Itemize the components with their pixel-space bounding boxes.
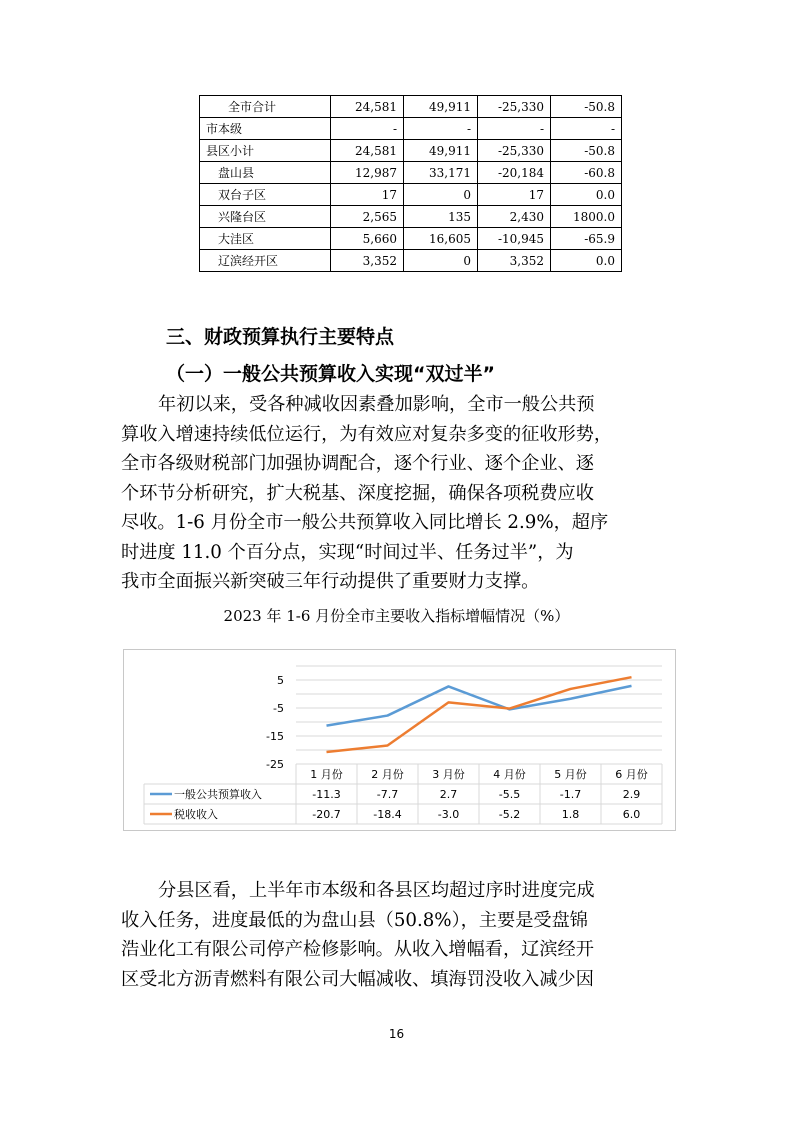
paragraph-1-line: 年初以来，受各种减收因素叠加影响，全市一般公共预 — [158, 394, 595, 415]
data-table-value: 2.7 — [439, 788, 458, 801]
value-cell: -60.8 — [551, 162, 622, 184]
data-table-value: -3.0 — [437, 808, 460, 821]
paragraph-1-line: 时进度 11.0 个百分点，实现“时间过半、任务过半”，为 — [121, 541, 574, 563]
value-cell: 3,352 — [331, 250, 404, 272]
x-category-label: 2 月份 — [371, 768, 404, 781]
value-cell: 135 — [404, 206, 478, 228]
region-name-cell: 盘山县 — [200, 162, 331, 184]
revenue-table — [199, 95, 622, 272]
y-tick-label: -5 — [273, 702, 284, 715]
value-cell: 2,565 — [331, 206, 404, 228]
line-chart — [123, 649, 676, 831]
value-cell: 49,911 — [404, 96, 478, 118]
paragraph-2-line: 区受北方沥青燃料有限公司大幅减收、填海罚没收入减少因 — [121, 968, 594, 990]
table-row — [200, 162, 622, 184]
value-cell: 12,987 — [331, 162, 404, 184]
paragraph-2 — [121, 876, 671, 994]
x-category-label: 3 月份 — [432, 768, 465, 781]
paragraph-1-line: 全市各级财税部门加强协调配合，逐个行业、逐个企业、逐 — [121, 453, 594, 474]
paragraph-1-line: 个环节分析研究，扩大税基、深度挖掘，确保各项税费应收 — [121, 482, 594, 504]
paragraph-1 — [121, 390, 671, 597]
table-row — [200, 96, 622, 118]
value-cell: -65.9 — [551, 228, 622, 250]
paragraph-1-line: 尽收。1-6 月份全市一般公共预算收入同比增长 2.9%，超序 — [121, 512, 609, 533]
region-name-cell: 双台子区 — [200, 184, 331, 206]
value-cell: -10,945 — [478, 228, 551, 250]
value-cell: -20,184 — [478, 162, 551, 184]
region-name-cell: 县区小计 — [200, 140, 331, 162]
chart-title: 2023 年 1-6 月份全市主要收入指标增幅情况（%） — [223, 607, 570, 625]
value-cell: 5,660 — [331, 228, 404, 250]
value-cell: -50.8 — [551, 140, 622, 162]
value-cell: 16,605 — [404, 228, 478, 250]
data-table-value: 1.8 — [561, 808, 580, 821]
value-cell: 0.0 — [551, 250, 622, 272]
value-cell: 24,581 — [331, 140, 404, 162]
x-category-label: 6 月份 — [615, 768, 648, 781]
y-tick-label: -15 — [266, 730, 284, 743]
region-name-cell: 市本级 — [200, 118, 331, 140]
value-cell: - — [404, 118, 478, 140]
value-cell: - — [331, 118, 404, 140]
value-cell: 1800.0 — [551, 206, 622, 228]
chart-svg — [124, 650, 675, 830]
paragraph-1-line: 我市全面振兴新突破三年行动提供了重要财力支撑。 — [121, 571, 540, 592]
data-table-value: -11.3 — [312, 788, 341, 801]
value-cell: 0.0 — [551, 184, 622, 206]
region-name-cell: 兴隆台区 — [200, 206, 331, 228]
series-line-2 — [327, 677, 632, 752]
legend-label: 一般公共预算收入 — [174, 788, 262, 801]
subsection-heading: （一）一般公共预算收入实现“双过半” — [166, 363, 495, 385]
page-number: 16 — [388, 1027, 405, 1041]
value-cell: 0 — [404, 250, 478, 272]
value-cell: 2,430 — [478, 206, 551, 228]
x-category-label: 4 月份 — [493, 768, 526, 781]
table-row — [200, 140, 622, 162]
region-name-cell: 全市合计 — [200, 96, 331, 118]
value-cell: 33,171 — [404, 162, 478, 184]
data-table-value: 2.9 — [622, 788, 641, 801]
value-cell: 17 — [478, 184, 551, 206]
value-cell: 0 — [404, 184, 478, 206]
data-table-value: -5.5 — [498, 788, 521, 801]
value-cell: - — [478, 118, 551, 140]
value-cell: - — [551, 118, 622, 140]
data-table-value: 6.0 — [622, 808, 641, 821]
data-table-value: -20.7 — [312, 808, 341, 821]
paragraph-2-line: 浩业化工有限公司停产检修影响。从收入增幅看，辽滨经开 — [121, 939, 594, 960]
data-table-value: -7.7 — [376, 788, 399, 801]
region-name-cell: 大洼区 — [200, 228, 331, 250]
value-cell: 17 — [331, 184, 404, 206]
value-cell: -25,330 — [478, 96, 551, 118]
x-category-label: 5 月份 — [554, 768, 587, 781]
paragraph-2-line: 收入任务，进度最低的为盘山县（50.8%），主要是受盘锦 — [121, 909, 588, 931]
value-cell: 24,581 — [331, 96, 404, 118]
value-cell: -50.8 — [551, 96, 622, 118]
table-row — [200, 118, 622, 140]
region-name-cell: 辽滨经开区 — [200, 250, 331, 272]
value-cell: -25,330 — [478, 140, 551, 162]
value-cell: 49,911 — [404, 140, 478, 162]
table-row — [200, 250, 622, 272]
data-table-value: -1.7 — [559, 788, 582, 801]
paragraph-2-line: 分县区看，上半年市本级和各县区均超过序时进度完成 — [158, 880, 595, 901]
x-category-label: 1 月份 — [310, 768, 343, 781]
table-row — [200, 228, 622, 250]
legend-label: 税收收入 — [174, 808, 218, 821]
table-row — [200, 206, 622, 228]
y-tick-label: 5 — [277, 674, 284, 687]
section-heading: 三、财政预算执行主要特点 — [166, 326, 395, 348]
data-table-value: -18.4 — [373, 808, 402, 821]
value-cell: 3,352 — [478, 250, 551, 272]
table-row — [200, 184, 622, 206]
data-table-value: -5.2 — [498, 808, 521, 821]
y-tick-label: -25 — [266, 758, 284, 771]
paragraph-1-line: 算收入增速持续低位运行，为有效应对复杂多变的征收形势， — [121, 423, 613, 445]
